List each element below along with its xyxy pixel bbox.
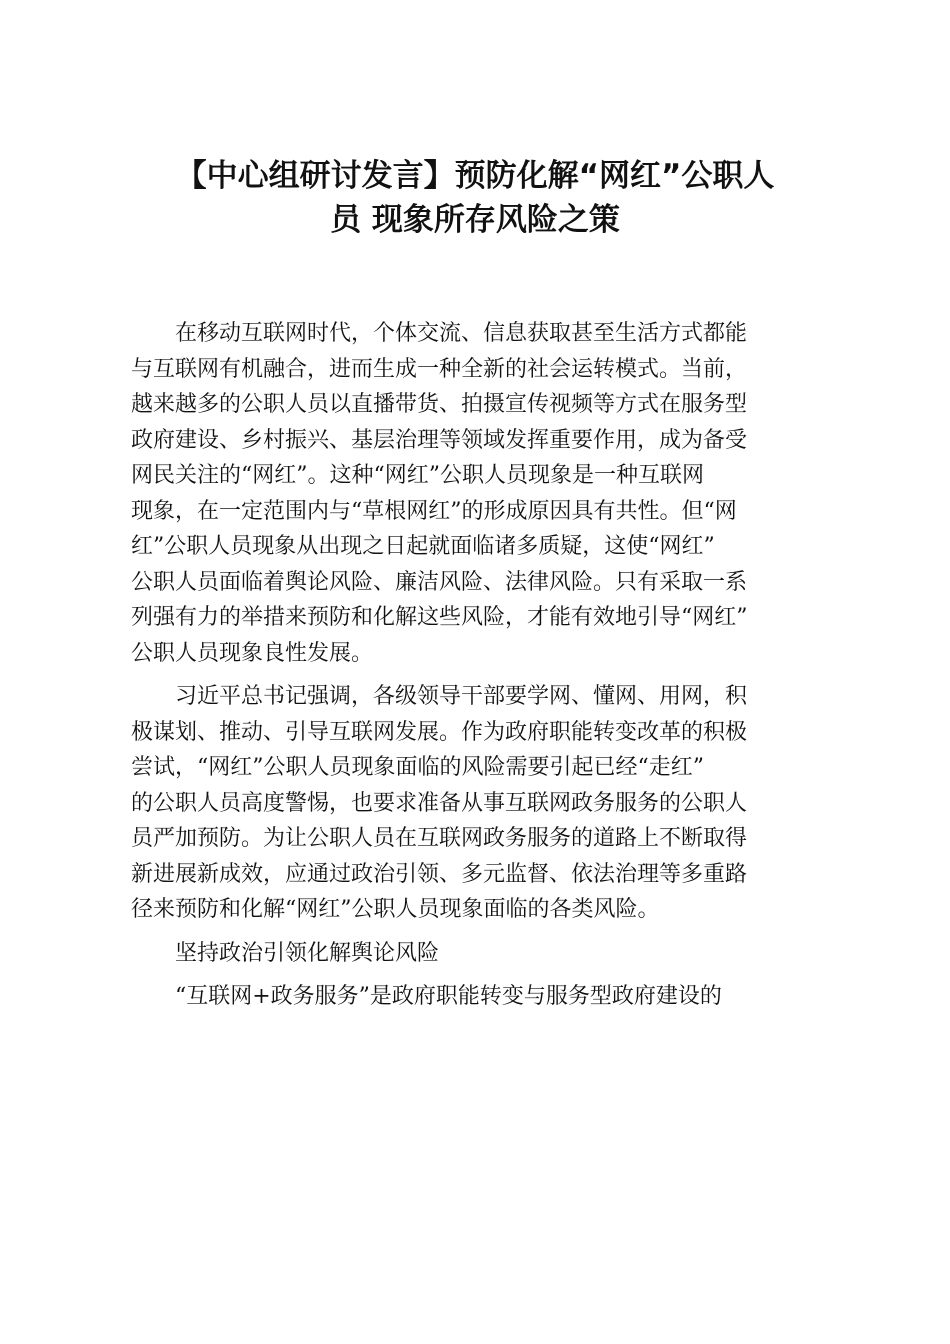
text-line: 网民关注的“网红”。这种“网红”公职人员现象是一种互联网 — [131, 463, 704, 488]
text-line: 政府建设、乡村振兴、基层治理等领域发挥重要作用，成为备受 — [131, 427, 748, 453]
text-line: 现象，在一定范围内与“草根网红”的形成原因具有共性。但“网 — [131, 498, 737, 524]
text-line: 列强有力的举措来预防和化解这些风险，才能有效地引导“网红” — [131, 605, 748, 630]
document-title — [128, 154, 822, 242]
text-line: 与互联网有机融合，进而生成一种全新的社会运转模式。当前， — [131, 356, 748, 382]
text-line: 新进展新成效，应通过政治引领、多元监督、依法治理等多重路 — [131, 861, 748, 887]
title-line: 员 现象所存风险之策 — [330, 202, 620, 238]
text-line: 尝试，“网红”公职人员现象面临的风险需要引起已经“走红” — [131, 755, 704, 780]
text-line: 习近平总书记强调，各级领导干部要学网、懂网、用网，积 — [175, 684, 748, 709]
text-line: 红”公职人员现象从出现之日起就面临诸多质疑，这使“网红” — [131, 534, 715, 559]
text-line: “互联网+政务服务”是政府职能转变与服务型政府建设的 — [175, 984, 722, 1009]
paragraph-context — [131, 679, 831, 928]
paragraph-section-start — [131, 979, 831, 1015]
document-body — [131, 316, 831, 1023]
paragraph-intro — [131, 316, 831, 671]
text-line: 径来预防和化解“网红”公职人员现象面临的各类风险。 — [131, 897, 660, 922]
text-line: 越来越多的公职人员以直播带货、拍摄宣传视频等方式在服务型 — [131, 392, 748, 417]
text-line: 员严加预防。为让公职人员在互联网政务服务的道路上不断取得 — [131, 826, 748, 851]
section-heading — [131, 936, 831, 972]
title-line: 【中心组研讨发言】预防化解“网红”公职人 — [175, 158, 775, 194]
text-line: 公职人员面临着舆论风险、廉洁风险、法律风险。只有采取一系 — [131, 569, 748, 595]
text-line: 坚持政治引领化解舆论风险 — [175, 940, 440, 966]
text-line: 的公职人员高度警惕，也要求准备从事互联网政务服务的公职人 — [131, 790, 748, 816]
text-line: 极谋划、推动、引导互联网发展。作为政府职能转变改革的积极 — [131, 719, 748, 745]
text-line: 在移动互联网时代，个体交流、信息获取甚至生活方式都能 — [175, 321, 748, 346]
text-line: 公职人员现象良性发展。 — [131, 640, 374, 666]
